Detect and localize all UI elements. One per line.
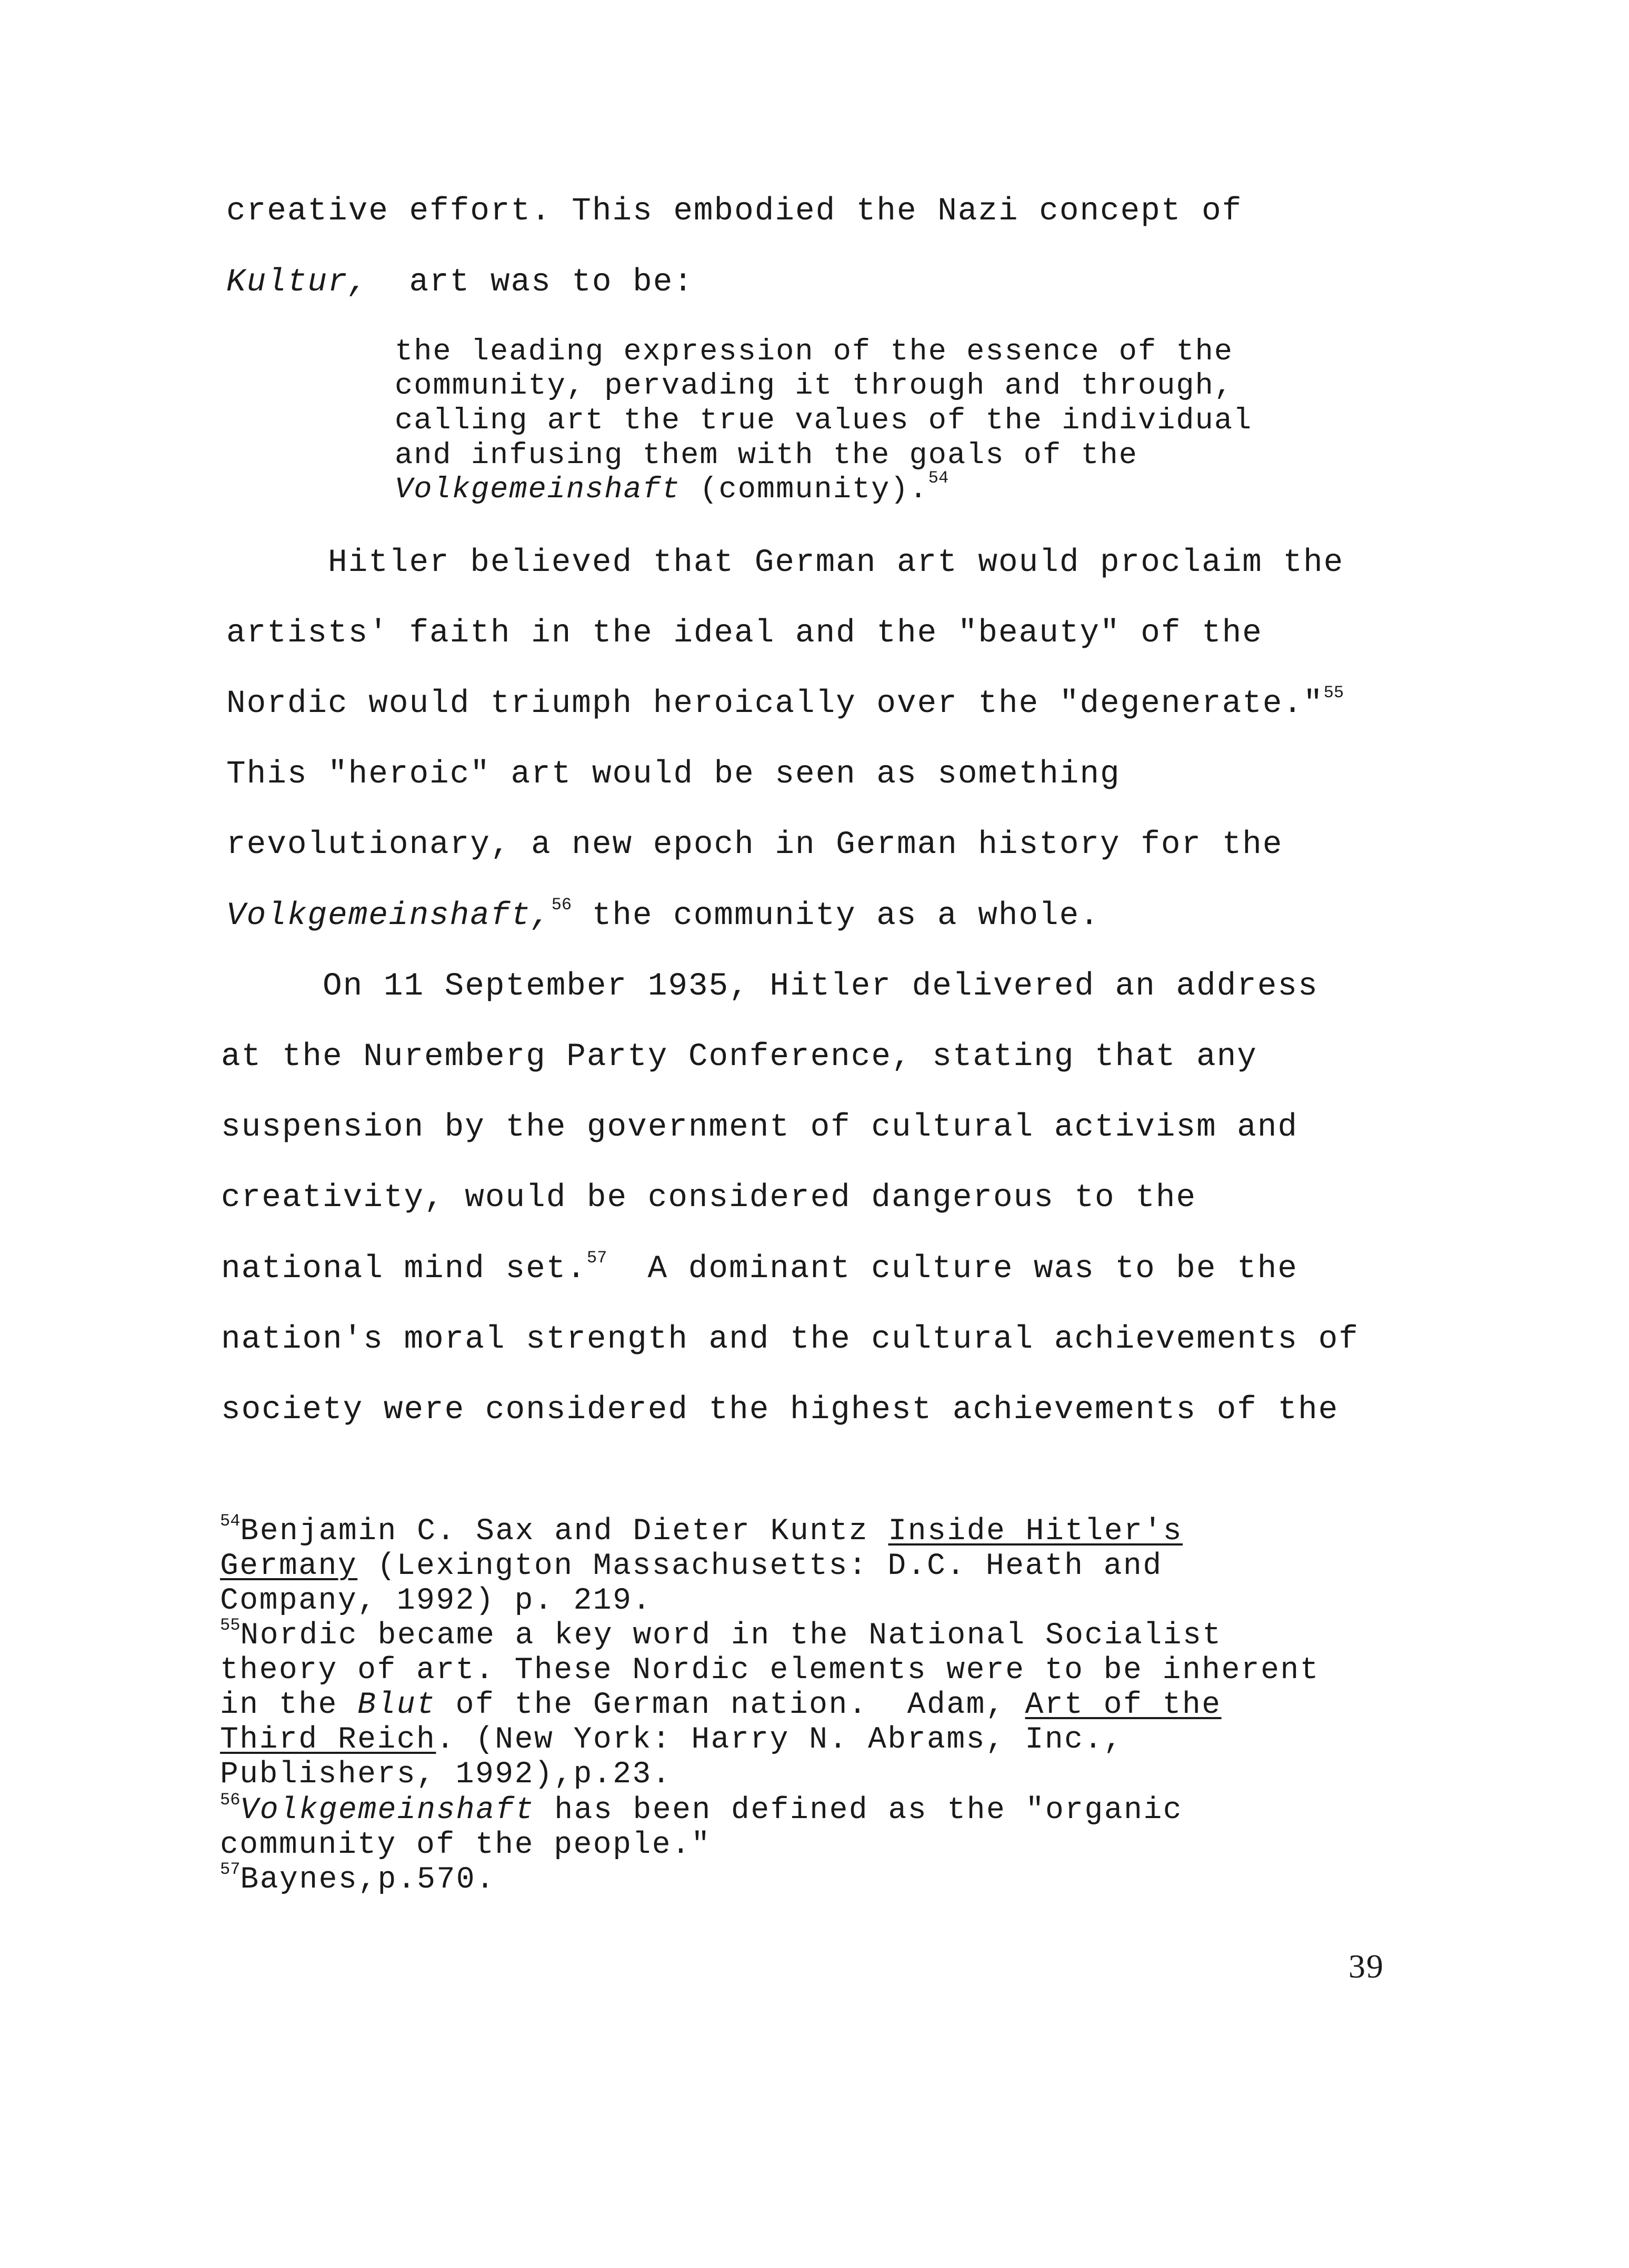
text-segment: community of the people." (220, 1828, 711, 1862)
text-segment: the community as a whole. (572, 898, 1100, 934)
quote-line (395, 337, 1233, 367)
footnote-line (220, 1790, 1183, 1828)
text-segment: . (New York: Harry N. Abrams, Inc., (436, 1723, 1124, 1757)
underlined-title: Germany (220, 1549, 358, 1583)
footnote-marker: 55 (220, 1615, 241, 1635)
quote-line (395, 406, 1252, 436)
text-line (226, 895, 1100, 934)
text-segment: and infusing them with the goals of the (395, 439, 1138, 473)
text-segment: Baynes,p.570. (240, 1863, 496, 1897)
underlined-title: Third Reich (220, 1723, 436, 1757)
footnote-marker: 57 (220, 1860, 241, 1879)
text-segment: Benjamin C. Sax and Dieter Kuntz (240, 1514, 888, 1549)
text-segment: (Lexington Massachusetts: D.C. Heath and (357, 1549, 1163, 1583)
footnote-marker: 55 (1323, 683, 1344, 703)
text-line (221, 1323, 1359, 1356)
text-line (221, 1248, 1298, 1287)
text-segment: national mind set. (221, 1251, 587, 1287)
text-segment: at the Nuremberg Party Conference, stating that any (221, 1039, 1257, 1075)
text-line (226, 195, 1242, 227)
text-line (221, 968, 1318, 1005)
text-segment: creativity, would be considered dangerous to the (221, 1180, 1197, 1216)
text-segment: artists' faith in the ideal and the "beauty" of the (226, 615, 1263, 651)
italic-term: Volkgemeinshaft (395, 473, 681, 507)
footnote-line (220, 1615, 1222, 1653)
text-line (226, 829, 1283, 861)
italic-term: Kultur, (226, 264, 369, 300)
footnote-marker: 54 (220, 1511, 241, 1531)
text-segment: suspension by the government of cultural activism and (221, 1109, 1298, 1146)
text-segment: community, pervading it through and through, (395, 369, 1234, 403)
footnote-line (220, 1860, 496, 1897)
footnote-line (220, 1725, 1123, 1755)
footnote-line (220, 1830, 711, 1861)
text-line (221, 1041, 1257, 1073)
text-segment: A dominant culture was to be the (607, 1251, 1298, 1287)
text-line (226, 683, 1344, 722)
footnote-marker: 56 (220, 1790, 241, 1810)
text-segment: calling art the true values of the individual (395, 404, 1253, 438)
text-segment: Publishers, 1992),p.23. (220, 1758, 672, 1792)
text-line (226, 617, 1263, 649)
text-segment: Hitler believed that German art would proclaim the (226, 545, 1344, 581)
text-segment: Nordic would triumph heroically over the "degenerate." (226, 686, 1324, 722)
text-segment: nation's moral strength and the cultural achievements of (221, 1321, 1359, 1358)
footnote-line (220, 1586, 652, 1617)
italic-term: Volkgemeinshaft, (226, 898, 552, 934)
text-line (226, 547, 1344, 579)
footnote-line (220, 1655, 1320, 1686)
quote-line (395, 441, 1138, 471)
quote-line (395, 369, 1234, 403)
underlined-title: Art of the (1025, 1688, 1222, 1722)
footnote-marker: 57 (586, 1248, 607, 1268)
text-segment: in the (220, 1688, 358, 1722)
text-segment: This "heroic" art would be seen as something (226, 756, 1121, 792)
text-segment: creative effort. This embodied the Nazi concept of (226, 193, 1243, 229)
text-line (221, 1182, 1196, 1214)
footnote-line (220, 1760, 672, 1790)
text-segment: society were considered the highest achievements of the (221, 1392, 1339, 1428)
quote-line (395, 468, 949, 507)
text-segment: (community). (681, 473, 928, 507)
text-line (221, 1394, 1338, 1426)
text-segment: theory of art. These Nordic elements were to be inherent (220, 1653, 1320, 1688)
text-segment: has been defined as the "organic (535, 1793, 1183, 1828)
text-line (226, 758, 1121, 790)
text-segment: revolutionary, a new epoch in German history for the (226, 827, 1283, 863)
underlined-title: Inside Hitler's (888, 1514, 1183, 1549)
page-number: 39 (1348, 1948, 1384, 1985)
text-segment: the leading expression of the essence of the (395, 335, 1234, 369)
text-segment: art was to be: (368, 264, 694, 300)
footnote-line (220, 1551, 1163, 1582)
text-segment: of the German nation. Adam, (436, 1688, 1025, 1722)
italic-term: Volkgemeinshaft (240, 1793, 535, 1828)
footnote-marker: 56 (551, 895, 572, 915)
footnote-line (220, 1690, 1222, 1721)
text-segment: Company, 1992) p. 219. (220, 1584, 652, 1618)
footnote-line (220, 1511, 1183, 1549)
italic-term: Blut (357, 1688, 436, 1722)
text-segment: Nordic became a key word in the National Socialist (240, 1619, 1222, 1653)
footnote-marker: 54 (928, 468, 949, 488)
text-line (226, 266, 694, 298)
text-line (221, 1109, 1298, 1146)
text-segment: On 11 September 1935, Hitler delivered an address (221, 968, 1318, 1005)
